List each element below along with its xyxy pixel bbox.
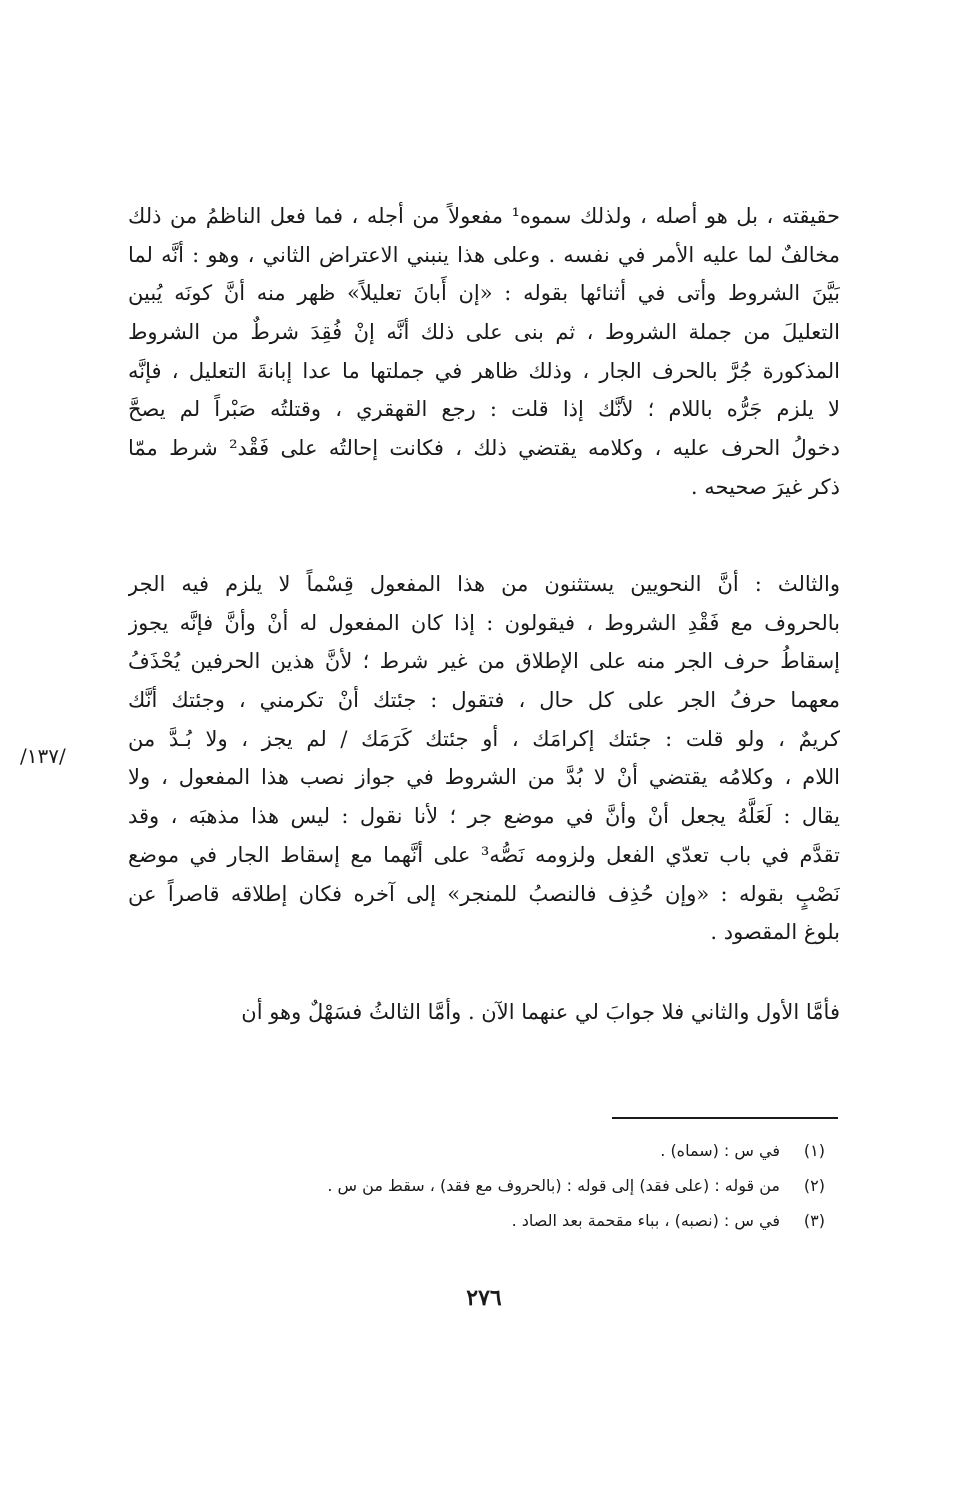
text-line: التعليلَ من جملة الشروط ، ثم بنى على ذلك أنَّه إنْ فُقِدَ شرطٌ من الشروط — [128, 320, 840, 345]
text-line: معهما حرفُ الجر على كل حال ، فتقول : جئتك أنْ تكرمني ، وجئتك أنَّك — [128, 688, 840, 713]
text-line: مخالفٌ لما عليه الأمر في نفسه . وعلى هذا ينبني الاعتراض الثاني ، وهو : أنَّه لما — [128, 242, 840, 267]
paragraph-2 — [128, 565, 840, 952]
text-line: فأمَّا الأول والثاني فلا جوابَ لي عنهما الآن . وأمَّا الثالثُ فسَهْلٌ وهو أن — [241, 1000, 840, 1024]
page-number: ٢٧٦ — [466, 1285, 502, 1311]
text-line: إسقاطُ حرف الجر منه على الإطلاق من غير شرط ؛ لأنَّ هذين الحرفين يُحْذَفُ — [128, 649, 840, 674]
footnotes — [250, 1133, 825, 1238]
footnote-separator — [612, 1117, 838, 1119]
text-line: اللام ، وكلامُه يقتضي أنْ لا بُدَّ من الشروط في جواز نصب هذا المفعول ، ولا — [128, 765, 840, 790]
text-line: نَصْبٍ بقوله : «وإن حُذِف فالنصبُ للمنجر» إلى آخره فكان إطلاقه قاصراً عن — [128, 881, 840, 906]
text-line: دخولُ الحرف عليه ، وكلامه يقتضي ذلك ، فكانت إحالتُه على فَقْد² شرط ممّا — [128, 436, 840, 461]
footnote-number: (٣) — [803, 1211, 825, 1230]
text-line: بلوغ المقصود . — [710, 920, 840, 945]
paragraph-3 — [128, 993, 840, 1032]
text-line: لا يلزم جَرُّه باللام ؛ لأنَّك إذا قلت : رجع القهقري ، وقتلتُه صَبْراً لم يصحَّ — [128, 397, 840, 422]
text-line: والثالث : أنَّ النحويين يستثنون من هذا المفعول قِسْماً لا يلزم فيه الجر — [128, 572, 840, 596]
manuscript-folio-marker: /١٣٧/ — [20, 744, 66, 768]
footnote-number: (١) — [803, 1141, 825, 1160]
footnote-2 — [250, 1168, 825, 1203]
footnote-1 — [250, 1133, 825, 1168]
footnote-text: في س : (سماه) . — [660, 1141, 780, 1160]
footnote-3 — [250, 1203, 825, 1238]
text-line: يقال : لَعَلَّهُ يجعل أنْ وأنَّ في موضع جر ؛ لأنا نقول : ليس هذا مذهبَه ، وقد — [128, 804, 840, 829]
text-line: ذكر غيرَ صحيحه . — [690, 474, 840, 499]
text-line: بَيَّنَ الشروط وأتى في أثنائها بقوله : «إن أَبانَ تعليلاً» ظهر منه أنَّ كونَه يُبين — [128, 281, 840, 306]
footnote-text: في س : (نصبه) ، بباء مقحمة بعد الصاد . — [511, 1211, 780, 1230]
footnote-text: من قوله : (على فقد) إلى قوله : (بالحروف مع فقد) ، سقط من س . — [327, 1176, 780, 1195]
text-line: حقيقته ، بل هو أصله ، ولذلك سموه¹ مفعولاً من أجله ، فما فعل الناظمُ من ذلك — [128, 204, 840, 228]
paragraph-1 — [128, 197, 840, 507]
text-line: كريمٌ ، ولو قلت : جئتك إكرامَك ، أو جئتك كَرَمَك / لم يجز ، ولا بُـدَّ من — [128, 726, 840, 751]
text-line: بالحروف مع فَقْدِ الشروط ، فيقولون : إذا كان المفعول له أنْ وأنَّ فإنَّه يجوز — [128, 610, 840, 635]
text-line: المذكورة جُرَّ بالحرف الجار ، وذلك ظاهر في جملتها ما عدا إبانةَ التعليل ، فإنَّه — [128, 358, 840, 383]
text-line: تقدَّم في باب تعدّي الفعل ولزومه نَصُّه³ على أنَّهما مع إسقاط الجار في موضع — [128, 842, 840, 867]
footnote-number: (٢) — [803, 1176, 825, 1195]
